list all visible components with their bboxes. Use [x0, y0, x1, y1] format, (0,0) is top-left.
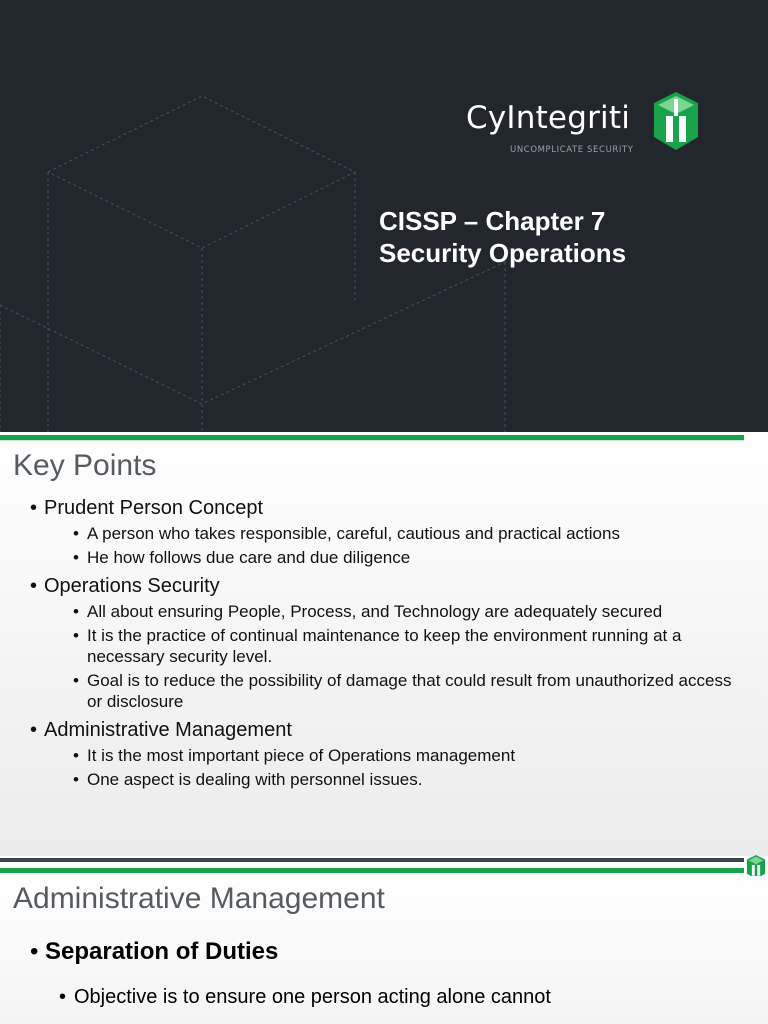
shield-cube-icon — [654, 92, 698, 150]
bullet-label: Prudent Person Concept — [44, 497, 264, 519]
list-item — [30, 574, 750, 712]
sub-list — [44, 523, 750, 568]
slide-heading: Key Points — [13, 449, 157, 482]
key-points-list — [30, 496, 750, 790]
list-item — [30, 718, 750, 790]
bullet-label: Operations Security — [44, 575, 220, 597]
title-line-1: CISSP – Chapter 7 — [379, 206, 606, 236]
sub-bullet-objective: • Objective is to ensure one person acting alone cannot — [59, 986, 551, 1009]
logo-wordmark: CyIntegriti — [466, 100, 631, 136]
slide-title — [379, 205, 626, 269]
green-top-rule-shadow — [0, 440, 744, 441]
navy-rule — [0, 858, 744, 862]
title-line-2: Security Operations — [379, 238, 627, 268]
sub-list-item: • One aspect is dealing with personnel issues. — [44, 769, 750, 790]
list-item — [30, 496, 750, 568]
sub-list — [44, 601, 750, 712]
sub-list-item: • He how follows due care and due diligence — [44, 547, 750, 568]
sub-list-item: • It is the most important piece of Operations management — [44, 745, 750, 766]
key-points-slide — [0, 432, 768, 856]
green-rule — [0, 868, 744, 873]
sub-list — [44, 745, 750, 790]
slide-heading: Administrative Management — [13, 882, 385, 915]
sub-list-item: • All about ensuring People, Process, and Technology are adequately secured — [44, 601, 750, 622]
bullet-separation-of-duties: • Separation of Duties — [30, 938, 278, 966]
cyintegriti-logo — [466, 92, 701, 156]
title-slide — [0, 0, 768, 432]
bullet-label: Administrative Management — [44, 719, 292, 741]
sub-list-item: • It is the practice of continual maintenance to keep the environment running at a necessary security level. — [44, 625, 750, 667]
logo-tagline: UNCOMPLICATE SECURITY — [510, 145, 634, 155]
slide-divider — [0, 856, 768, 876]
sub-list-item: • A person who takes responsible, careful, cautious and practical actions — [44, 523, 750, 544]
admin-management-slide — [0, 876, 768, 1024]
sub-list-item: • Goal is to reduce the possibility of damage that could result from unauthorized access or disclosure — [44, 670, 750, 712]
